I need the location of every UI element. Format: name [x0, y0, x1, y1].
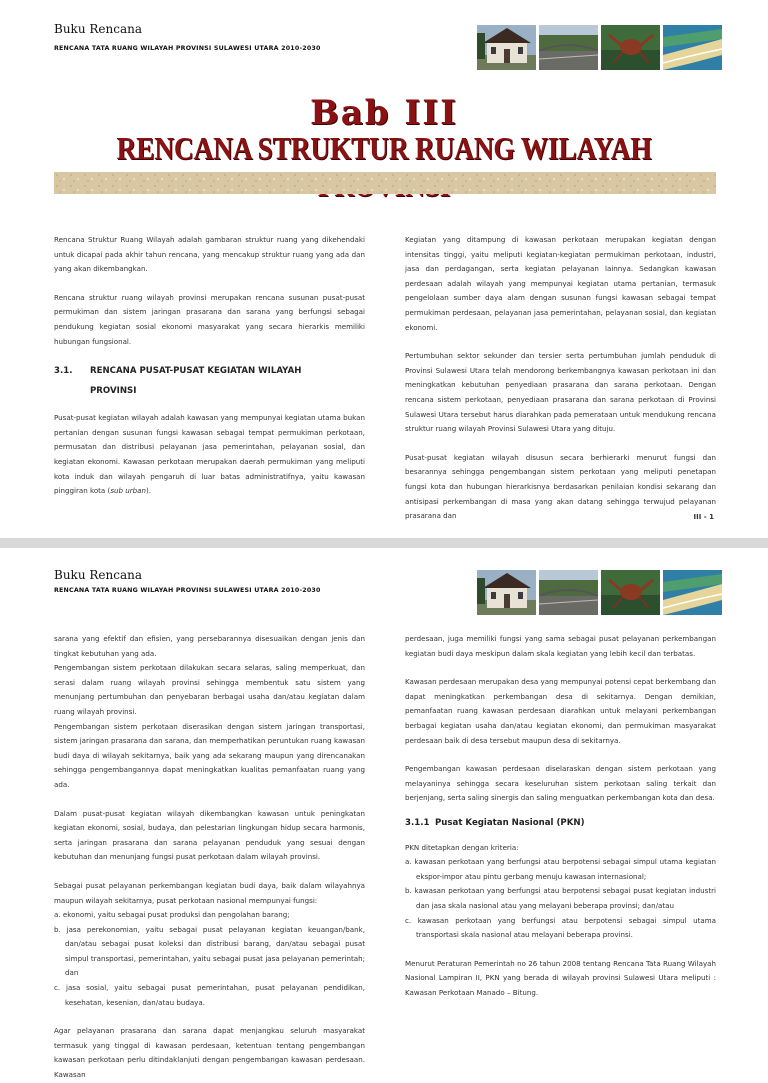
- paragraph: sarana yang efektif dan efisien, yang persebarannya disesuaikan dengan jenis dan tingkat kebutuhan yang ada.: [54, 634, 365, 658]
- italic-term: sub urban: [110, 486, 147, 496]
- page-number: III - 1: [693, 513, 714, 521]
- coast-photo: [663, 570, 722, 615]
- page2-left-column: [54, 632, 365, 1083]
- subsection-number: 3.1.1: [405, 817, 430, 828]
- paragraph: Pengembangan kawasan perdesaan diselaraskan dengan sistem perkotaan yang melayaninya sehingga secara keseluruhan sistem perkotaan saling terkait dan berjenjang, serta saling sinergis dan saling menguatkan perkembangan kota dan desa.: [405, 764, 716, 803]
- paragraph: PKN ditetapkan dengan kriteria:: [405, 842, 519, 852]
- section-title-line-2: PROVINSI: [90, 386, 137, 397]
- paragraph: Rencana struktur ruang wilayah provinsi merupakan rencana susunan pusat-pusat permukiman dan sistem jaringan prasarana dan sarana yang berfungsi sebagai pendukung kegiatan sosial ekonomi masyarakat yang secara hierarkis memiliki hubungan fungsional.: [54, 292, 365, 346]
- chapter-title: RENCANA STRUKTUR RUANG WILAYAH: [116, 130, 652, 166]
- page1-right-column: [405, 233, 716, 524]
- header-photo-strip: [477, 25, 722, 70]
- crab-photo: [601, 570, 660, 615]
- paragraph: Kawasan perdesaan merupakan desa yang mempunyai potensi cepat berkembang dan dapat meningkatkan perkembangan desa di sekitarnya. Dengan demikian, pemanfaatan ruang kawasan perdesaan diarahkan untuk melayani perkembangan berbagai kegiatan usaha dan/atau kegiatan ekonomi, dan permukiman masyarakat perdesaan baik di desa tersebut maupun desa di sekitarnya.: [405, 677, 716, 745]
- paragraph: Pengembangan sistem perkotaan diserasikan dengan sistem jaringan transportasi, sistem jaringan prasarana dan sarana, dan memperhatikan peruntukan ruang kawasan budi daya di wilayah sekitarnya, baik yang ada sekarang maupun yang direncanakan sehingga pengembangannya dapat meningkatkan kualitas pemanfaatan ruang yang ada.: [54, 721, 365, 789]
- paragraph: Pusat-pusat kegiatan wilayah disusun secara berhierarki menurut fungsi dan besarannya sehingga pengembangan sistem perkotaan yang meliputi penetapan fungsi kota dan hubungan hierarkisnya berdasarkan penilaian kondisi sekarang dan antisipasi perkembangan di masa yang akan datang sehingga terwujud pelayanan prasarana dan: [405, 452, 716, 521]
- coast-photo: [663, 25, 722, 70]
- bridge-photo: [539, 25, 598, 70]
- paragraph: Pengembangan sistem perkotaan dilakukan secara selaras, saling memperkuat, dan serasi dalam ruang wilayah provinsi sehingga membentuk satu sistem yang menunjang pertumbuhan dan penyebaran berbagai usaha dan/atau kegiatan dalam ruang wilayah provinsi.: [54, 663, 365, 716]
- paragraph: Menurut Peraturan Pemerintah no 26 tahun 2008 tentang Rencana Tata Ruang Wilayah Nasional Lampiran II, PKN yang berada di wilayah provinsi Sulawesi Utara meliputi : Kawasan Perkotaan Manado – Bitung.: [405, 958, 716, 997]
- section-heading: [54, 361, 365, 401]
- page2-right-column: [405, 632, 716, 1000]
- header-subtitle: RENCANA TATA RUANG WILAYAH PROVINSI SULAWESI UTARA 2010-2030: [54, 587, 321, 594]
- list-item: a. ekonomi, yaitu sebagai pusat produksi dan pengolahan barang;: [54, 910, 290, 920]
- header-subtitle: RENCANA TATA RUANG WILAYAH PROVINSI SULAWESI UTARA 2010-2030: [54, 45, 321, 52]
- page-separator: [0, 538, 768, 548]
- page1-left-column: [54, 233, 365, 499]
- paragraph: Kegiatan yang ditampung di kawasan perkotaan merupakan kegiatan dengan intensitas tinggi, yaitu meliputi kegiatan-kegiatan permukiman perkotaan, industri, jasa dan perdagangan, serta kegiatan pelayanan lainnya. Sedangkan kawasan perdesaan adalah wilayah yang mempunyai kegiatan utama pertanian, termasuk pengelolaan sumber daya alam dengan susunan fungsi kawasan sebagai tempat permukiman perdesaan, pelayanan jasa pemerintahan, pelayanan sosial, dan kegiatan ekonomi.: [405, 235, 716, 332]
- decorative-sand-band: [54, 172, 716, 194]
- list-item: c. kawasan perkotaan yang berfungsi atau berpotensi sebagai simpul utama transportasi skala nasional atau melayani beberapa provinsi.: [405, 915, 716, 940]
- list-item: c. jasa sosial, yaitu sebagai pusat pemerintahan, pusat pelayanan pendidikan, kesehatan, kesenian, dan/atau budaya.: [54, 983, 365, 1007]
- subsection-title: Pusat Kegiatan Nasional (PKN): [435, 817, 585, 828]
- paragraph: Sebagai pusat pelayanan perkembangan kegiatan budi daya, baik dalam wilayahnya maupun wilayah sekitarnya, pusat perkotaan nasional mempunyai fungsi:: [54, 880, 365, 905]
- list-item: b. kawasan perkotaan yang berfungsi atau berpotensi sebagai pusat kegiatan industri dan jasa skala nasional atau yang melayani beberapa provinsi; dan/atau: [405, 886, 716, 910]
- document-page-2: [0, 548, 768, 1080]
- paragraph: perdesaan, juga memiliki fungsi yang sama sebagai pusat pelayanan perkembangan kegiatan budi daya meskipun dalam skala kegiatan yang lebih kecil dan terbatas.: [405, 634, 716, 658]
- header-title: Buku Rencana: [54, 22, 142, 36]
- paragraph: Pusat-pusat kegiatan wilayah adalah kawasan yang mempunyai kegiatan utama bukan pertanian dengan susunan fungsi kawasan sebagai tempat permukiman perkotaan, permusatan dan distribusi pelayanan jasa pemerintahan, pelayanan sosial, dan kegiatan ekonomi. Kawasan perkotaan merupakan daerah permukiman yang meliputi kota induk dan wilayah pengaruh di luar batas administratifnya, yaitu kawasan pinggiran kota (sub urban).: [54, 413, 365, 496]
- section-title-line-1: RENCANA PUSAT-PUSAT KEGIATAN WILAYAH: [90, 366, 302, 377]
- paragraph: Dalam pusat-pusat kegiatan wilayah dikembangkan kawasan untuk peningkatan kegiatan ekonomi, sosial, budaya, dan pelestarian lingkungan hidup secara harmonis, serta jaringan prasarana dan sarana pelayanan penduduk yang sesuai dengan kebutuhan dan menunjang fungsi pusat perkotaan dalam wilayah provinsi.: [54, 808, 365, 862]
- header-photo-strip: [477, 570, 722, 615]
- bridge-photo: [539, 570, 598, 615]
- crab-photo: [601, 25, 660, 70]
- header-title: Buku Rencana: [54, 568, 142, 582]
- list-item: b. jasa perekonomian, yaitu sebagai pusat pelayanan kegiatan keuangan/bank, dan/atau sebagai pusat koleksi dan distribusi barang, dan/atau sebagai pusat simpul transportasi, pemerintahan, yaitu sebagai pusat jasa pelayanan pemerintah; dan: [54, 924, 365, 978]
- building-photo: [477, 570, 536, 615]
- paragraph: Pertumbuhan sektor sekunder dan tersier serta pertumbuhan jumlah penduduk di Provinsi Sulawesi Utara telah mendorong berkembangnya kawasan perkotaan ini dan meningkatkan kebutuhan penyediaan prasarana dan sarana perkotaan. Dengan rencana sistem perkotaan, penyediaan prasarana dan sarana perkotaan di Provinsi Sulawesi Utara tersebut harus diarahkan pada pemerataan untuk mendukung rencana struktur ruang wilayah Provinsi Sulawesi Utara yang dituju.: [405, 351, 716, 434]
- paragraph: Agar pelayanan prasarana dan sarana dapat menjangkau seluruh masyarakat termasuk yang tinggal di kawasan perdesaan, ketentuan tentang pengembangan kawasan perkotaan perlu ditindaklanjuti dengan pengembangan kawasan perdesaan. Kawasan: [54, 1026, 365, 1080]
- section-number: 3.1.: [54, 366, 73, 377]
- subsection-heading: [405, 816, 716, 831]
- list-item: a. kawasan perkotaan yang berfungsi atau berpotensi sebagai simpul utama kegiatan ekspor-impor atau pintu gerbang menuju kawasan internasional;: [405, 857, 716, 881]
- building-photo: [477, 25, 536, 70]
- paragraph: Rencana Struktur Ruang Wilayah adalah gambaran struktur ruang yang dikehendaki untuk dicapai pada akhir tahun rencana, yang mencakup struktur ruang yang ada dan yang akan dikembangkan.: [54, 235, 365, 274]
- document-page-1: [0, 0, 768, 538]
- chapter-number: Bab III: [309, 93, 459, 133]
